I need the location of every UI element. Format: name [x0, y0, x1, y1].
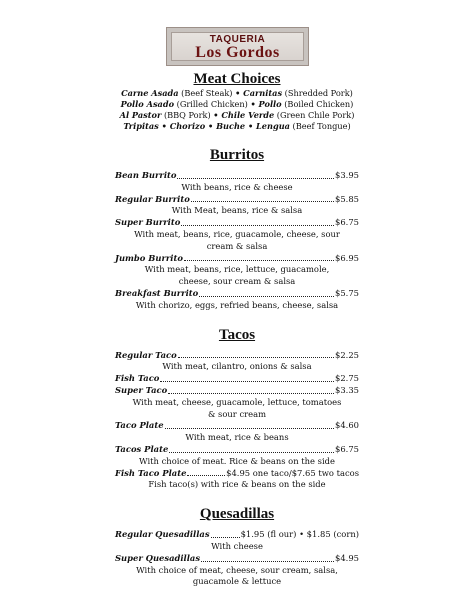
- menu-item-name: Regular Burrito: [115, 193, 190, 204]
- menu-item: [115, 529, 359, 553]
- menu-item-name: Super Quesadillas: [115, 552, 201, 563]
- meat-description: (BBQ Pork): [161, 110, 214, 120]
- dot-leader: [168, 392, 334, 394]
- menu-item: [115, 253, 359, 288]
- meat-name: Al Pastor: [119, 110, 162, 120]
- menu-item-row: [115, 444, 359, 456]
- dot-leader: [201, 560, 334, 562]
- menu-item-price: $4.60: [335, 420, 359, 431]
- menu-item-row: [115, 350, 359, 362]
- menu-item-description: With Meat, beans, rice & salsa: [171, 205, 303, 216]
- dot-leader: [165, 427, 334, 429]
- menu-item: [115, 350, 359, 374]
- menu-item-name: Tacos Plate: [115, 443, 169, 454]
- quesadillas-section: [0, 505, 474, 588]
- menu-item-description: cream & salsa: [206, 240, 268, 251]
- burritos-section: [0, 146, 474, 312]
- menu-item-price: $6.75: [335, 217, 359, 228]
- meat-choice-line: [0, 110, 474, 121]
- dot-leader: [178, 356, 334, 358]
- burritos-title: Burritos: [209, 147, 265, 163]
- menu-item-name: Regular Taco: [115, 349, 177, 360]
- tacos-title: Tacos: [218, 326, 256, 343]
- burritos-list: [0, 170, 474, 312]
- menu-item: [115, 444, 359, 468]
- menu-item-row: [115, 194, 359, 206]
- menu-item-row: [115, 217, 359, 229]
- logo-top-text: TAQUERIA: [209, 34, 266, 45]
- dot-leader: [211, 536, 240, 538]
- menu-item-name: Jumbo Burrito: [115, 252, 183, 263]
- menu-item: [115, 194, 359, 218]
- menu-item-price: $2.25: [335, 349, 359, 360]
- menu-item: [115, 420, 359, 444]
- menu-item-description: Fish taco(s) with rice & beans on the side: [148, 479, 326, 490]
- meat-name: Pollo Asado: [120, 99, 175, 109]
- menu-item-description: With meat, beans, rice, guacamole, cheese, sour: [134, 228, 340, 239]
- dot-leader: [169, 451, 334, 453]
- menu-item-row: [115, 373, 359, 385]
- menu-item-description: cheese, sour cream & salsa: [178, 276, 296, 287]
- tacos-list: [0, 350, 474, 492]
- menu-item-price: $5.75: [335, 287, 359, 298]
- meat-name: • Pollo: [250, 99, 282, 109]
- quesadillas-list: [0, 529, 474, 588]
- menu-item-row: [115, 553, 359, 565]
- menu-item-description: With meat, cilantro, onions & salsa: [162, 361, 312, 372]
- menu-content: [0, 70, 474, 588]
- menu-item: [115, 373, 359, 385]
- meat-name: • Chile Verde: [213, 110, 275, 120]
- menu-item-row: [115, 420, 359, 432]
- menu-item-name: Taco Plate: [115, 420, 164, 431]
- menu-item-price: $4.95 one taco/$7.65 two tacos: [226, 467, 359, 478]
- meat-choice-line: [0, 99, 474, 110]
- menu-item-description: With beans, rice & cheese: [181, 181, 293, 192]
- meat-name: Tripitas • Chorizo • Buche • Lengua: [123, 121, 290, 131]
- dot-leader: [181, 224, 334, 226]
- menu-item-name: Bean Burrito: [115, 170, 177, 180]
- menu-item-name: Breakfast Burrito: [115, 287, 199, 298]
- dot-leader: [184, 259, 334, 261]
- meat-choice-line: [0, 88, 474, 99]
- menu-item-name: Fish Taco Plate: [115, 467, 187, 478]
- menu-item-description: With chorizo, eggs, refried beans, cheese, salsa: [135, 299, 339, 310]
- logo-plate: [171, 32, 304, 61]
- meat-name: • Carnitas: [235, 88, 283, 98]
- menu-item-price: $6.75: [335, 443, 359, 454]
- menu-item-description: guacamole & lettuce: [192, 576, 282, 587]
- quesadillas-title: Quesadillas: [199, 506, 275, 523]
- menu-item-name: Super Taco: [115, 384, 168, 395]
- meat-description: (Green Chile Pork): [274, 110, 355, 120]
- meat-name: Carne Asada: [121, 88, 179, 98]
- menu-item-description: & sour cream: [207, 408, 267, 419]
- menu-item-price: $6.95: [335, 252, 359, 263]
- menu-item-description: With meat, cheese, guacamole, lettuce, tomatoes: [132, 396, 342, 407]
- menu-item-row: [115, 253, 359, 265]
- menu-item: [115, 170, 359, 194]
- menu-item-price: $4.95: [335, 552, 359, 563]
- menu-item-row: [115, 385, 359, 397]
- menu-item-description: With choice of meat. Rice & beans on the side: [139, 455, 335, 466]
- meat-choices-list: [0, 88, 474, 132]
- meat-description: (Shredded Pork): [282, 88, 353, 98]
- dot-leader: [199, 295, 334, 297]
- menu-item-price: $3.35: [335, 384, 359, 395]
- meat-choices-section: [0, 70, 474, 132]
- meat-choices-title: Meat Choices: [193, 71, 281, 87]
- menu-item-price: $3.95: [335, 170, 359, 180]
- menu-item-description: With meat, rice & beans: [185, 432, 289, 443]
- meat-description: (Beef Steak): [178, 88, 236, 98]
- menu-item-row: [115, 529, 359, 541]
- menu-item-name: Fish Taco: [115, 373, 160, 384]
- menu-item: [115, 468, 359, 492]
- meat-description: (Grilled Chicken): [174, 99, 251, 109]
- menu-item: [115, 553, 359, 588]
- dot-leader: [177, 177, 334, 179]
- dot-leader: [187, 474, 225, 476]
- menu-item-name: Super Burrito: [115, 217, 181, 228]
- dot-leader: [191, 200, 334, 202]
- menu-item: [115, 288, 359, 312]
- menu-item-row: [115, 468, 359, 480]
- menu-item-price: $1.95 (fl our) • $1.85 (corn): [240, 529, 359, 540]
- menu-item-price: $5.85: [335, 193, 359, 204]
- menu-item-description: With meat, beans, rice, lettuce, guacamole,: [144, 264, 330, 275]
- menu-item-row: [115, 170, 359, 182]
- logo-main-text: Los Gordos: [195, 44, 280, 61]
- menu-item-description: With choice of meat, cheese, sour cream, salsa,: [136, 564, 338, 575]
- menu-item-description: With cheese: [211, 540, 263, 551]
- dot-leader: [160, 380, 334, 382]
- menu-item-name: Regular Quesadillas: [115, 529, 210, 540]
- menu-item-row: [115, 288, 359, 300]
- menu-item: [115, 217, 359, 252]
- meat-description: (Boiled Chicken): [281, 99, 354, 109]
- meat-choice-line: [0, 121, 474, 132]
- taqueria-logo: [166, 27, 309, 66]
- menu-item-price: $2.75: [335, 373, 359, 384]
- menu-item: [115, 385, 359, 420]
- meat-description: (Beef Tongue): [289, 121, 351, 131]
- tacos-section: [0, 326, 474, 492]
